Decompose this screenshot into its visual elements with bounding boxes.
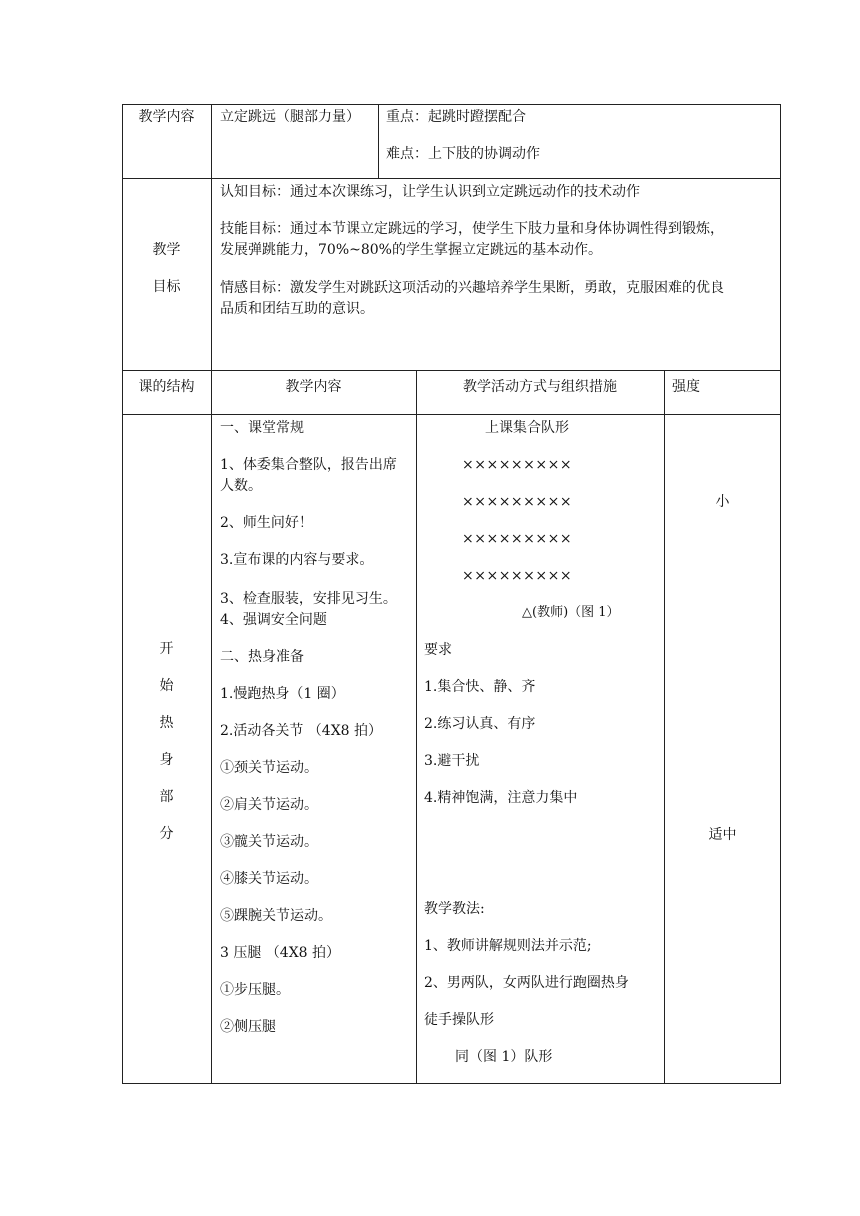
- goal-cognitive: 认知目标：通过本次课练习，让学生认识到立定跳远动作的技术动作: [220, 184, 640, 200]
- content-line: ④膝关节运动。: [220, 871, 318, 887]
- content-line: 一、课堂常规: [220, 420, 304, 436]
- requirement-line: 3.避干扰: [424, 753, 480, 769]
- section-char: 开: [159, 641, 174, 657]
- goal-skill-line2: 发展弹跳能力，70%~80%的学生掌握立定跳远的基本动作。: [220, 242, 602, 258]
- content-line: 人数。: [220, 478, 262, 494]
- header-method: 教学活动方式与组织措施: [463, 379, 617, 395]
- goal-emotion-line2: 品质和团结互助的意识。: [220, 301, 374, 317]
- content-line: 1、体委集合整队，报告出席: [220, 457, 397, 473]
- lesson-topic: 立定跳远（腿部力量）: [220, 109, 360, 125]
- header-intensity: 强度: [672, 379, 700, 395]
- section-char: 始: [159, 678, 174, 694]
- content-line: 2、师生问好！: [220, 515, 313, 531]
- content-line: 3、检查服装，安排见习生。: [220, 591, 397, 607]
- formation-row: ×××××××××: [462, 531, 573, 547]
- content-line: ①步压腿。: [220, 982, 290, 998]
- table-border-row1: [122, 178, 781, 179]
- difficulty-point: 难点：上下肢的协调动作: [386, 146, 540, 162]
- goals-label-line2: 目标: [152, 279, 181, 295]
- row-label-content: 教学内容: [138, 109, 195, 125]
- content-line: 1.慢跑热身（1 圈）: [220, 686, 345, 702]
- formation-title: 上课集合队形: [485, 420, 569, 436]
- column-divider-method: [664, 370, 665, 1084]
- requirement-line: 1.集合快、静、齐: [424, 679, 536, 695]
- teacher-mark: △(教师)（图 1）: [522, 605, 620, 620]
- formation-row: ×××××××××: [462, 457, 573, 473]
- section-char: 热: [159, 715, 174, 731]
- goal-skill-line1: 技能目标：通过本节课立定跳远的学习，使学生下肢力量和身体协调性得到锻炼，: [220, 221, 724, 237]
- method-line: 1、教师讲解规则法并示范;: [424, 938, 592, 954]
- section-char: 身: [159, 752, 174, 768]
- content-line: ⑤踝腕关节运动。: [220, 908, 332, 924]
- goals-label-line1: 教学: [152, 242, 181, 258]
- content-line: ①颈关节运动。: [220, 760, 318, 776]
- key-point: 重点：起跳时蹬摆配合: [386, 109, 526, 125]
- table-border-bottom: [122, 1083, 781, 1084]
- method-line: 2、男两队，女两队进行跑圈热身: [424, 975, 629, 991]
- goal-emotion-line1: 情感目标：激发学生对跳跃这项活动的兴趣培养学生果断，勇敢，克服困难的优良: [220, 280, 724, 296]
- content-line: 3 压腿 （4X8 拍）: [220, 945, 341, 961]
- section-char: 部: [159, 789, 174, 805]
- table-border-row2: [122, 370, 781, 371]
- header-content: 教学内容: [285, 379, 342, 395]
- content-line: ②肩关节运动。: [220, 797, 318, 813]
- header-structure: 课的结构: [138, 379, 195, 395]
- method-line: 徒手操队形: [424, 1012, 494, 1028]
- table-border-row3: [122, 414, 781, 415]
- requirement-line: 2.练习认真、有序: [424, 716, 536, 732]
- content-line: 4、强调安全问题: [220, 612, 327, 628]
- content-line: 二、热身准备: [220, 649, 304, 665]
- intensity-low: 小: [715, 494, 730, 510]
- table-border-right: [780, 104, 781, 1084]
- table-border-top: [122, 104, 781, 105]
- content-line: ③髋关节运动。: [220, 834, 318, 850]
- method-line: 同（图 1）队形: [455, 1049, 553, 1065]
- requirement-line: 4.精神饱满，注意力集中: [424, 790, 578, 806]
- column-divider-content: [416, 370, 417, 1084]
- formation-row: ×××××××××: [462, 494, 573, 510]
- intensity-moderate: 适中: [708, 827, 737, 843]
- content-line: ②侧压腿: [220, 1019, 276, 1035]
- content-line: 2.活动各关节 （4X8 拍）: [220, 723, 383, 739]
- column-divider-topic: [378, 104, 379, 179]
- content-line: 3.宣布课的内容与要求。: [220, 552, 374, 568]
- column-divider-label: [211, 104, 212, 1084]
- section-char: 分: [159, 826, 174, 842]
- requirement-line: 要求: [424, 642, 452, 658]
- formation-row: ×××××××××: [462, 568, 573, 584]
- method-line: 教学教法:: [424, 901, 485, 917]
